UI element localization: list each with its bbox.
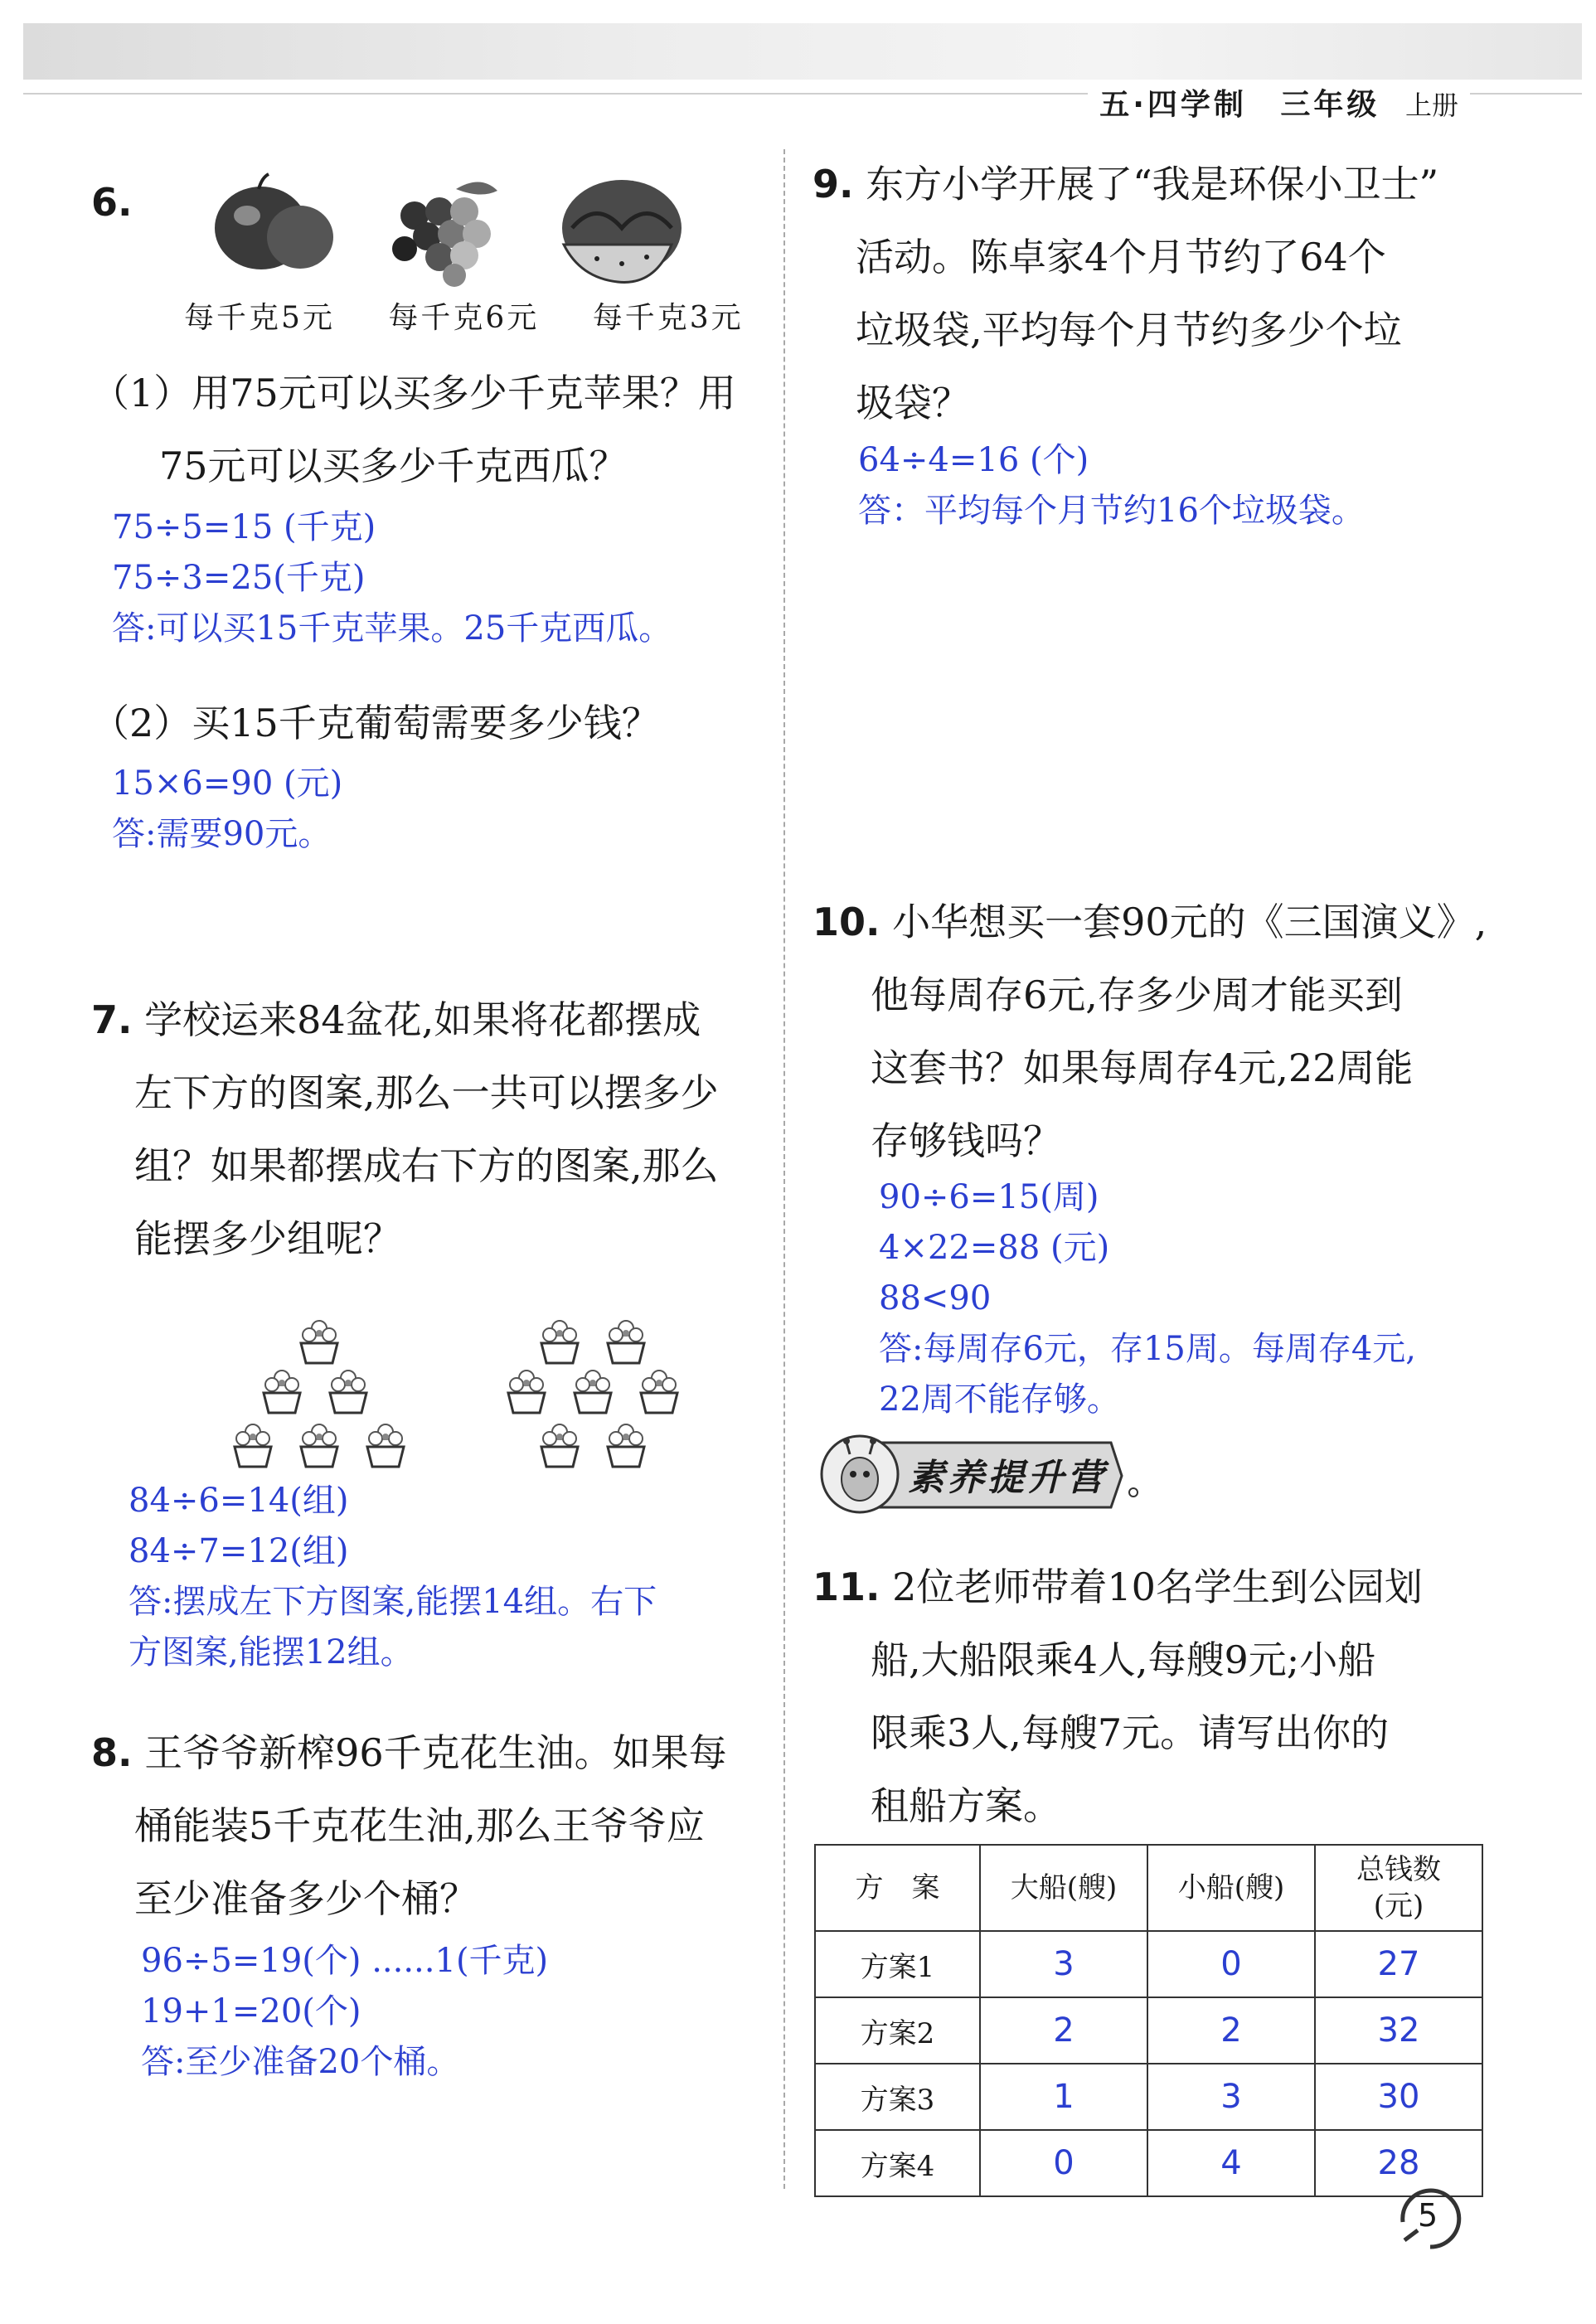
term-label: 上册 (1404, 90, 1458, 121)
q6-number: 6. (91, 180, 133, 225)
grade-label: 三年级 (1280, 88, 1380, 122)
table-row: 方案2 2 2 32 (815, 1997, 1482, 2064)
boat-rental-table (814, 1844, 1483, 2197)
grape-icon (392, 182, 497, 287)
table-row: 方案1 3 0 27 (815, 1931, 1482, 1997)
apple-price: 每千克5元 (184, 301, 335, 335)
q8-question: 8. 王爷爷新榨96千克花生油。如果每 桶能装5千克花生油,那么王爷爷应 至少准备多少个桶？ (91, 1730, 727, 1921)
header-total: 总钱数 (元) (1315, 1845, 1482, 1931)
fruit-price-row (184, 294, 785, 337)
apple-icon (215, 174, 333, 269)
q6-part1: （1）用75元可以买多少千克苹果？用 75元可以买多少千克西瓜？ (91, 371, 736, 488)
q7-question: 7. 学校运来84盆花,如果将花都摆成 左下方的图案,那么一共可以摆多少 组？如果都摆成右下方的图案,那么 能摆多少组呢？ (91, 997, 719, 1261)
q10-answer: 90÷6=15(周) 4×22=88 (元) 88<90 答:每周存6元，存15周。每周存4元, 22周不能存够。 (879, 1178, 1416, 1419)
q6-answer1: 75÷5=15 (千克) 75÷3=25(千克) 答:可以买15千克苹果。25千克西瓜。 (112, 508, 672, 648)
table-header-row (815, 1845, 1482, 1931)
column-divider (783, 149, 785, 2189)
left-pattern-6-pots (235, 1321, 404, 1467)
q7-answer: 84÷6=14(组) 84÷7=12(组) 答:摆成左下方图案,能摆14组。右下 方图案,能摆12组。 (129, 1482, 657, 1671)
q9-question: 9. 东方小学开展了“我是环保小卫士” 活动。陈卓家4个月节约了64个 垃圾袋,平均每个月节约多少个垃 圾袋？ (813, 162, 1439, 425)
right-pattern-7-pots (508, 1321, 677, 1467)
watermelon-price: 每千克3元 (592, 301, 744, 335)
flower-pot-patterns (232, 1318, 696, 1484)
watermelon-icon (562, 180, 682, 282)
header-small-boat: 小船(艘) (1147, 1845, 1315, 1931)
school-system: 五·四学制 (1099, 88, 1247, 122)
q9-answer: 64÷4=16 (个) 答：平均每个月节约16个垃圾袋。 (858, 441, 1365, 530)
fruit-illustrations (207, 166, 738, 290)
grade-header (1088, 81, 1470, 124)
table-row: 方案4 0 4 28 (815, 2130, 1482, 2196)
table-row: 方案3 1 3 30 (815, 2064, 1482, 2130)
header-plan: 方 案 (815, 1845, 980, 1931)
q6-answer2: 15×6=90 (元) 答:需要90元。 (112, 764, 343, 853)
q10-question: 10. 小华想买一套90元的《三国演义》, 他每周存6元,存多少周才能买到 这套书？如果每周存4元,22周能 存够钱吗？ (813, 900, 1487, 1163)
header-band (23, 23, 1582, 80)
q8-answer: 96÷5=19(个) ......1(千克) 19+1=20(个) 答:至少准备20个桶。 (141, 1942, 549, 2081)
grape-price: 每千克6元 (388, 301, 540, 335)
q6-part2: （2）买15千克葡萄需要多少钱？ (91, 701, 660, 745)
q11-question: 11. 2位老师带着10名学生到公园划 船,大船限乘4人,每艘9元;小船 限乘3人,每艘7元。请写出你的 租船方案。 (813, 1565, 1423, 1828)
header-big-boat: 大船(艘) (980, 1845, 1147, 1931)
section-badge (817, 1426, 1148, 1517)
section-badge-label: 素养提升营 (908, 1457, 1107, 1499)
page-number: 5 (1393, 2181, 1467, 2255)
